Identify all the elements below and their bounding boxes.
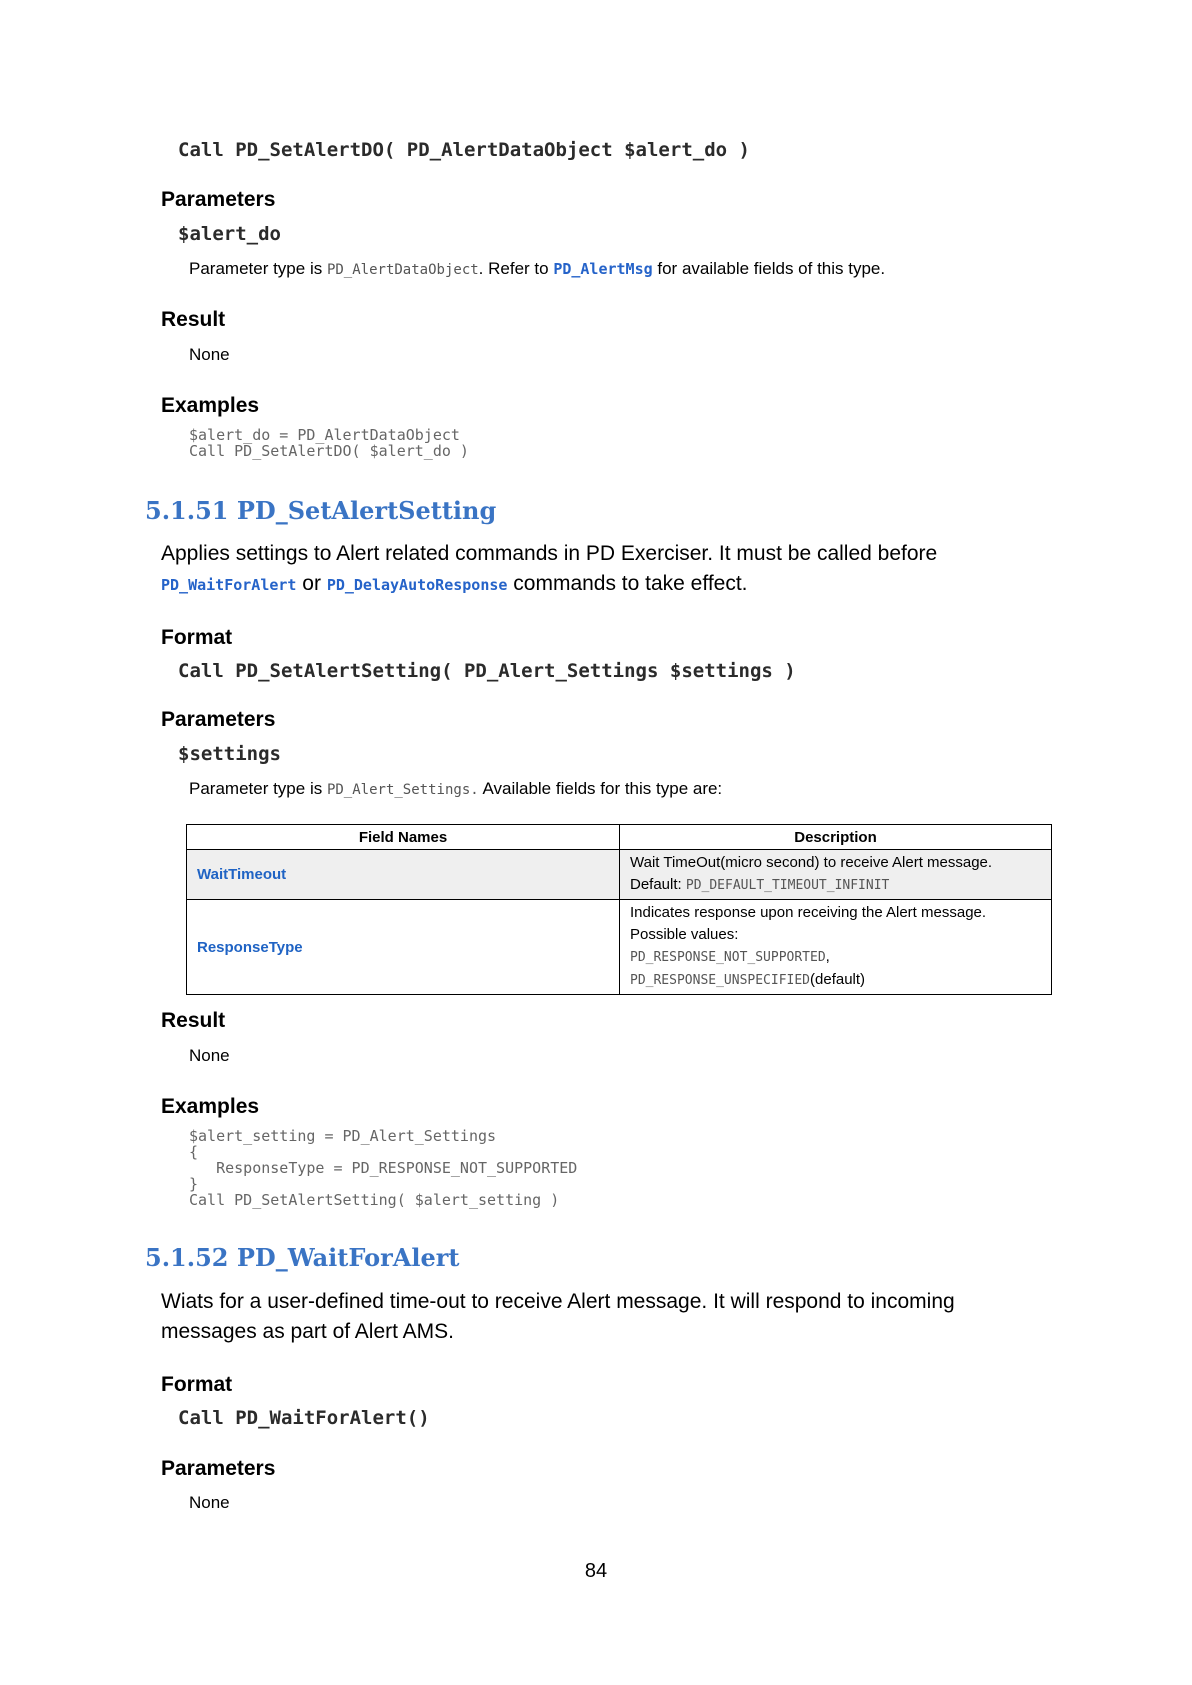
parameters-heading: Parameters xyxy=(161,708,276,731)
example-code-block xyxy=(189,1128,577,1208)
waitforalert-link[interactable]: PD_WaitForAlert xyxy=(161,576,297,594)
table-row xyxy=(187,900,1052,995)
example-line: $alert_setting = PD_Alert_Settings xyxy=(189,1127,497,1145)
desc-line: Possible values: xyxy=(630,926,739,943)
format-heading: Format xyxy=(161,626,233,649)
desc-line xyxy=(630,969,1041,992)
field-description xyxy=(620,850,1052,900)
section52-intro-line1: Wiats for a user-defined time-out to receive Alert message. It will respond to incoming xyxy=(161,1290,955,1313)
parameters-value: None xyxy=(189,1493,230,1512)
desc-line: Indicates response upon receiving the Alert message. xyxy=(630,904,987,921)
field-description xyxy=(620,900,1052,995)
comma: , xyxy=(825,948,830,965)
section-title-5-1-51: 5.1.51 PD_SetAlertSetting xyxy=(145,496,497,525)
format-heading: Format xyxy=(161,1373,233,1396)
table-row xyxy=(187,850,1052,900)
settings-fields-table xyxy=(186,824,1052,995)
default-note: (default) xyxy=(810,971,866,988)
desc-line xyxy=(630,946,1041,969)
result-heading: Result xyxy=(161,308,226,331)
example-line: $alert_do = PD_AlertDataObject xyxy=(189,426,460,444)
format-code-waitforalert: Call PD_WaitForAlert() xyxy=(178,1407,430,1429)
examples-heading: Examples xyxy=(161,394,260,417)
response-unspecified-code: PD_RESPONSE_UNSPECIFIED xyxy=(630,973,811,988)
parameters-heading: Parameters xyxy=(161,188,276,211)
param-name: $settings xyxy=(178,743,281,765)
intro-or: or xyxy=(296,572,327,595)
param-desc-prefix: Parameter type is xyxy=(189,779,327,798)
param-type: PD_Alert_Settings. xyxy=(326,782,479,798)
table-header-row xyxy=(187,825,1052,850)
field-responsetype[interactable]: ResponseType xyxy=(187,900,620,995)
table-header-description: Description xyxy=(620,825,1052,850)
parameters-heading: Parameters xyxy=(161,1457,276,1480)
default-code: PD_DEFAULT_TIMEOUT_INFINIT xyxy=(685,878,890,893)
example-line: } xyxy=(189,1175,199,1193)
param-desc-prefix: Parameter type is xyxy=(189,259,327,278)
section52-intro-line2: messages as part of Alert AMS. xyxy=(161,1320,454,1343)
param-description xyxy=(189,259,885,279)
table-header-field-names: Field Names xyxy=(187,825,620,850)
format-code-setalertsetting: Call PD_SetAlertSetting( PD_Alert_Settings $settings ) xyxy=(178,660,796,682)
param-type: PD_AlertDataObject xyxy=(326,262,479,278)
desc-line xyxy=(630,874,1041,897)
example-line: Call PD_SetAlertSetting( $alert_setting ) xyxy=(189,1191,560,1209)
response-not-supported-code: PD_RESPONSE_NOT_SUPPORTED xyxy=(630,950,826,965)
param-desc-suffix: Available fields for this type are: xyxy=(478,779,723,798)
desc-line: Wait TimeOut(micro second) to receive Alert message. xyxy=(630,854,993,871)
alertmsg-link[interactable]: PD_AlertMsg xyxy=(553,260,653,278)
example-line: ResponseType = PD_RESPONSE_NOT_SUPPORTED xyxy=(189,1159,578,1177)
section51-intro-line1: Applies settings to Alert related commands in PD Exerciser. It must be called before xyxy=(161,542,938,565)
section-title-5-1-52: 5.1.52 PD_WaitForAlert xyxy=(145,1243,460,1272)
param-description xyxy=(189,779,722,799)
result-value: None xyxy=(189,1046,230,1065)
default-label: Default: xyxy=(630,876,686,893)
examples-heading: Examples xyxy=(161,1095,260,1118)
section51-intro-line2 xyxy=(161,572,748,596)
result-value: None xyxy=(189,345,230,364)
param-desc-suffix: for available fields of this type. xyxy=(652,259,886,278)
intro-tail: commands to take effect. xyxy=(507,572,748,595)
format-code-setalertdo: Call PD_SetAlertDO( PD_AlertDataObject $alert_do ) xyxy=(178,139,750,161)
delayautoresponse-link[interactable]: PD_DelayAutoResponse xyxy=(326,576,508,594)
param-name: $alert_do xyxy=(178,223,281,245)
param-desc-mid: . Refer to xyxy=(478,259,554,278)
example-line: { xyxy=(189,1143,199,1161)
field-waittimeout[interactable]: WaitTimeout xyxy=(187,850,620,900)
example-code-block xyxy=(189,427,469,459)
page-number: 84 xyxy=(584,1560,608,1582)
result-heading: Result xyxy=(161,1009,226,1032)
example-line: Call PD_SetAlertDO( $alert_do ) xyxy=(189,442,469,460)
